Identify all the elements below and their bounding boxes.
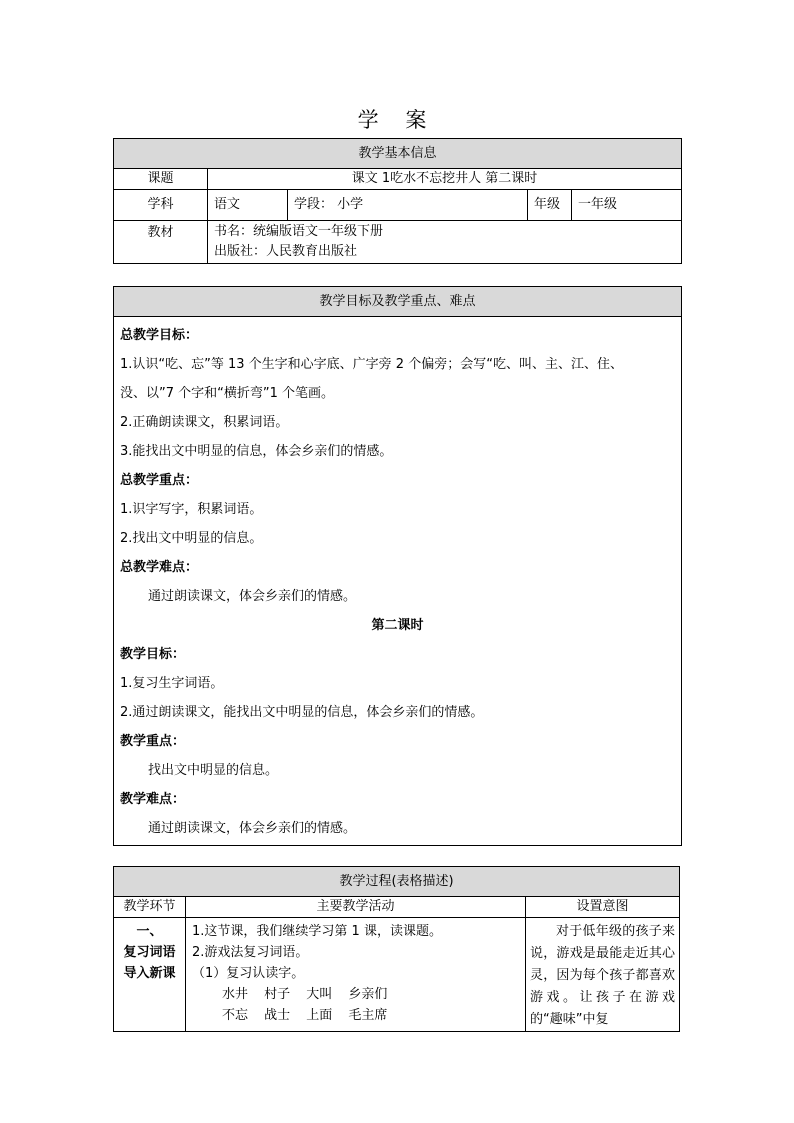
objectives-body xyxy=(114,317,682,846)
col-activity-header: 主要教学活动 xyxy=(186,897,526,918)
overall-difficulty: 通过朗读课文，体会乡亲们的情感。 xyxy=(148,589,357,604)
activity-cell xyxy=(186,918,526,1032)
process-table xyxy=(113,866,680,1032)
activity-line: 2.游戏法复习词语。 xyxy=(192,945,309,960)
activity-line: （1）复习认读字。 xyxy=(192,966,305,981)
stage-line: 导入新课 xyxy=(123,966,176,981)
goal-line: 2.通过朗读课文，能找出文中明显的信息，体会乡亲们的情感。 xyxy=(120,705,484,720)
overall-key-line: 2.找出文中明显的信息。 xyxy=(120,531,263,546)
goal-line: 1.复习生字词语。 xyxy=(120,676,224,691)
overall-key-heading: 总教学重点： xyxy=(120,473,199,488)
intent-cell: 对于低年级的孩子来说，游戏是最能走近其心灵，因为每个孩子都喜欢游戏。让孩子在游戏的“趣味”中复 xyxy=(526,918,680,1032)
basic-info-header: 教学基本信息 xyxy=(114,139,682,169)
page-title: 学 案 xyxy=(357,108,437,132)
col-stage-header: 教学环节 xyxy=(114,897,186,918)
grade-label: 年级 xyxy=(528,190,572,221)
stage-line: 复习词语 xyxy=(123,945,176,960)
basic-info-table xyxy=(113,138,682,264)
overall-goal-line: 2.正确朗读课文，积累词语。 xyxy=(120,415,289,430)
goal-heading: 教学目标： xyxy=(120,647,186,662)
stage-cell xyxy=(114,918,186,1032)
textbook-label: 教材 xyxy=(114,221,208,264)
col-intent-header: 设置意图 xyxy=(526,897,680,918)
difficulty-text: 通过朗读课文，体会乡亲们的情感。 xyxy=(148,821,357,836)
topic-value: 课文 1吃水不忘挖井人 第二课时 xyxy=(208,169,682,190)
textbook-cell xyxy=(208,221,682,264)
topic-label: 课题 xyxy=(114,169,208,190)
key-heading: 教学重点： xyxy=(120,734,186,749)
word-row: 水井 村子 大叫 乡亲们 xyxy=(222,987,388,1002)
overall-goal-line: 1.认识“吃、忘”等 13 个生字和心字底、广字旁 2 个偏旁；会写“吃、叫、主、江、住、 xyxy=(120,357,623,372)
difficulty-heading: 教学难点： xyxy=(120,792,186,807)
grade-value: 一年级 xyxy=(572,190,682,221)
stage-cell xyxy=(288,190,528,221)
lesson-heading: 第二课时 xyxy=(371,618,424,633)
stage-number: 一、 xyxy=(136,924,163,939)
overall-difficulty-heading: 总教学难点： xyxy=(120,560,199,575)
objectives-table xyxy=(113,286,682,846)
process-header: 教学过程(表格描述) xyxy=(114,867,680,897)
key-text: 找出文中明显的信息。 xyxy=(148,763,279,778)
book-line: 书名：统编版语文一年级下册 xyxy=(214,224,384,239)
stage-label: 学段： xyxy=(294,197,334,212)
publisher-line: 出版社：人民教育出版社 xyxy=(214,244,358,259)
subject-label: 学科 xyxy=(114,190,208,221)
overall-goal-line: 3.能找出文中明显的信息，体会乡亲们的情感。 xyxy=(120,444,393,459)
objectives-header: 教学目标及教学重点、难点 xyxy=(114,287,682,317)
word-row: 不忘 战士 上面 毛主席 xyxy=(222,1008,388,1023)
subject-value: 语文 xyxy=(208,190,288,221)
activity-line: 1.这节课，我们继续学习第 1 课，读课题。 xyxy=(192,924,442,939)
overall-goal-line: 没、以”7 个字和“横折弯”1 个笔画。 xyxy=(120,386,335,401)
stage-value: 小学 xyxy=(337,197,364,212)
overall-key-line: 1.识字写字，积累词语。 xyxy=(120,502,263,517)
overall-goal-heading: 总教学目标： xyxy=(120,328,199,343)
